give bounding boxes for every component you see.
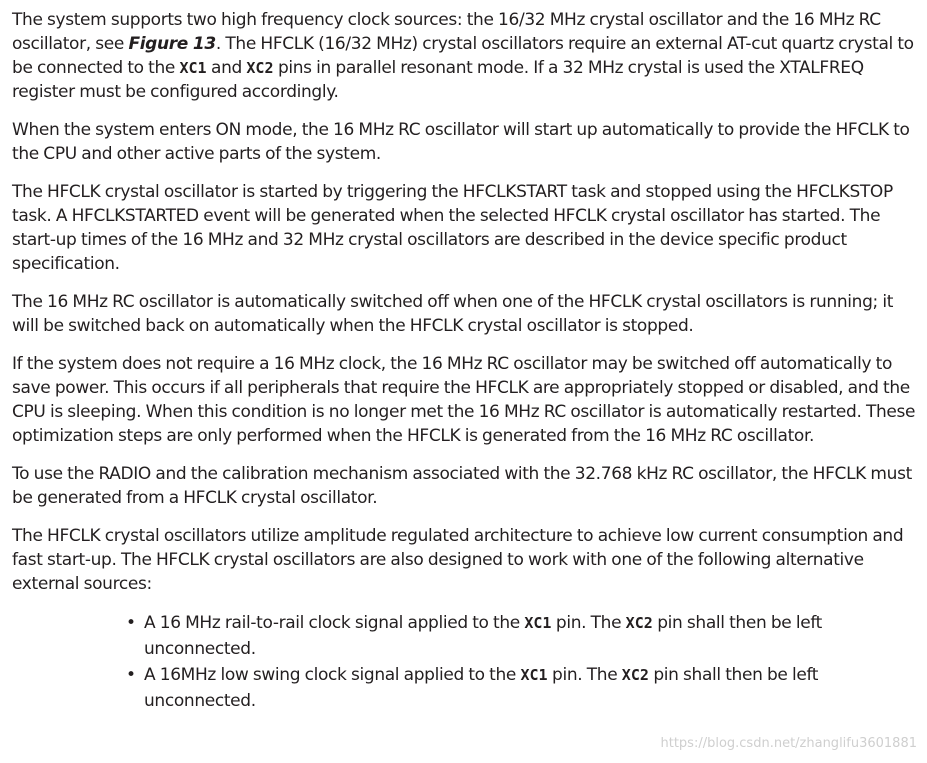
text-run: pins in parallel resonant mode. If a 32 MHz crystal is used the XTALFREQ register must be configured accordingly. [12,58,864,102]
pin-name-xc1: XC1 [179,59,207,77]
text-run: The system supports two high frequency clock sources: the 16/32 MHz crystal oscillator and the 16 MHz RC oscillator, see [12,10,881,54]
text-run: pin shall then be left unconnected. [144,665,819,711]
pin-name-xc2: XC2 [246,59,274,77]
paragraph-rc-switch-off: The 16 MHz RC oscillator is automatically switched off when one of the HFCLK crystal oscillators is running; it will be switched back on automatically when the HFCLK crystal oscillator is stopped. [12,292,894,336]
watermark-url: https://blog.csdn.net/zhanglifu3601881 [660,736,917,751]
pin-name-xc1: XC1 [520,666,548,684]
paragraph-on-mode: When the system enters ON mode, the 16 MHz RC oscillator will start up automatically to provide the HFCLK to the CPU and other active parts of the system. [12,120,910,164]
external-sources-list [12,610,918,714]
paragraph-external-sources: The HFCLK crystal oscillators utilize amplitude regulated architecture to achieve low current consumption and fast start-up. The HFCLK crystal oscillators are also designed to work with one of the following alternative external sources: [12,526,904,594]
text-run: pin. The [551,613,626,633]
pin-name-xc1: XC1 [524,614,552,632]
text-run: pin. The [547,665,622,685]
bullet-icon: • [126,613,136,633]
pin-name-xc2: XC2 [625,614,653,632]
text-run: pin shall then be left unconnected. [144,613,822,659]
text-run: . The HFCLK (16/32 MHz) crystal oscillators require an external AT-cut quartz crystal to be connected to the [12,34,914,78]
pin-name-xc2: XC2 [621,666,649,684]
paragraph-hfclk-start-stop: The HFCLK crystal oscillator is started by triggering the HFCLKSTART task and stopped using the HFCLKSTOP task. A HFCLKSTARTED event will be generated when the selected HFCLK crystal oscillator has started. The start-up times of the 16 MHz and 32 MHz crystal oscillators are described in the device specific product specification. [12,182,893,274]
paragraph-radio-requirement: To use the RADIO and the calibration mechanism associated with the 32.768 kHz RC oscillator, the HFCLK must be generated from a HFCLK crystal oscillator. [12,464,912,508]
list-item [126,610,918,662]
text-run: A 16 MHz rail-to-rail clock signal applied to the [144,613,525,633]
bullet-icon: • [126,665,136,685]
document-body [12,8,918,714]
paragraph-clock-sources [12,8,918,104]
list-item [126,662,918,714]
text-run: A 16MHz low swing clock signal applied to the [144,665,521,685]
figure-reference-link[interactable]: Figure 13 [128,34,216,54]
text-run: and [206,58,247,78]
paragraph-power-saving: If the system does not require a 16 MHz clock, the 16 MHz RC oscillator may be switched off automatically to save power. This occurs if all peripherals that require the HFCLK are appropriately stopped or disabled, and the CPU is sleeping. When this condition is no longer met the 16 MHz RC oscillator is automatically restarted. These optimization steps are only performed when the HFCLK is generated from the 16 MHz RC oscillator. [12,354,916,446]
